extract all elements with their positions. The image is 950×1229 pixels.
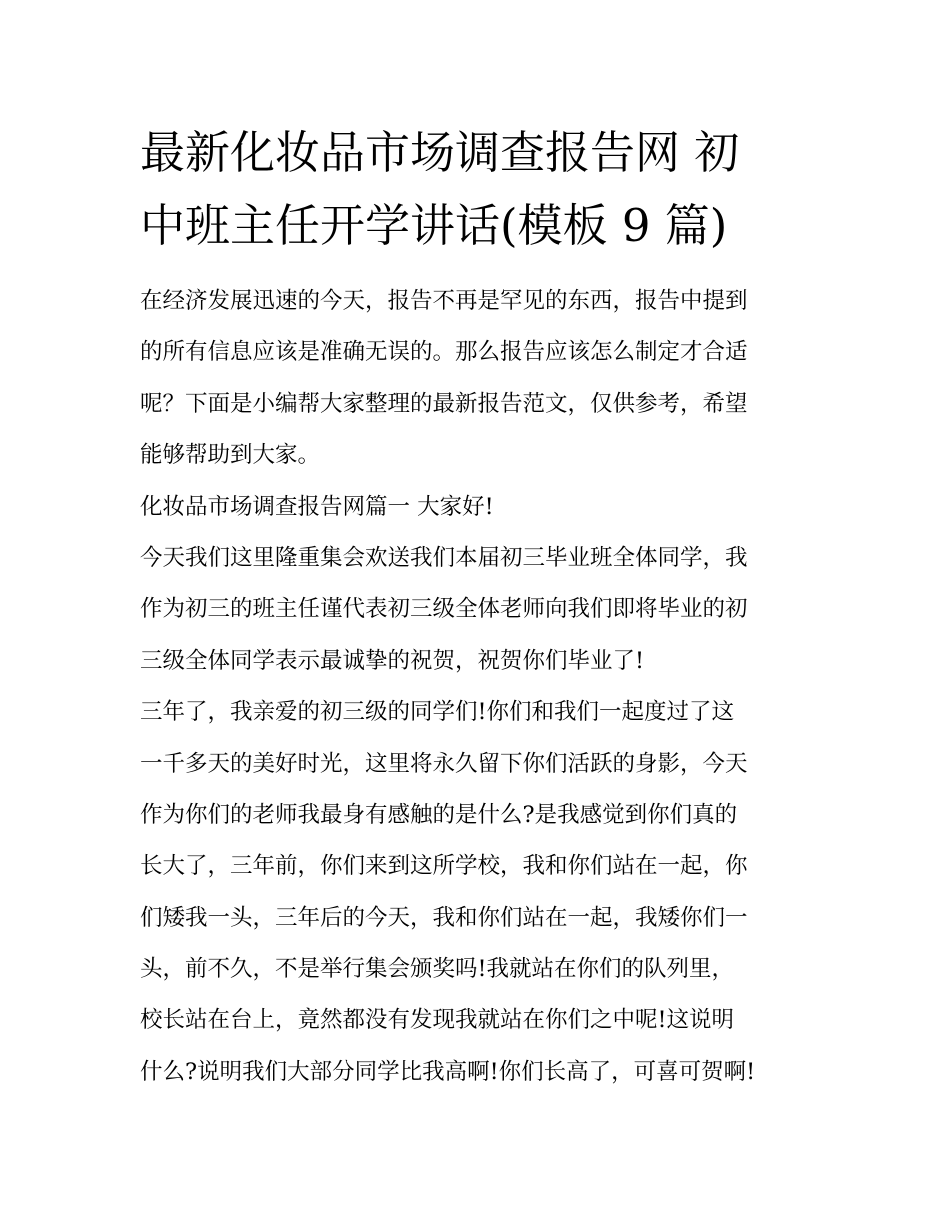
paragraph-line: 什么?说明我们大部分同学比我高啊!你们长高了，可喜可贺啊! — [140, 1058, 756, 1085]
paragraph-line: 三年了，我亲爱的初三级的同学们!你们和我们一起度过了这 — [140, 699, 735, 726]
intro-line-2: 的所有信息应该是准确无误的。那么报告应该怎么制定才合适 — [140, 339, 748, 366]
paragraph-line: 们矮我一头，三年后的今天，我和你们站在一起，我矮你们一 — [140, 904, 748, 931]
paragraph-line: 今天我们这里隆重集会欢送我们本届初三毕业班全体同学，我 — [140, 544, 748, 571]
document-body — [140, 276, 812, 1098]
intro-line-1: 在经济发展迅速的今天，报告不再是罕见的东西，报告中提到 — [140, 288, 748, 314]
paragraph-line: 校长站在台上，竟然都没有发现我就站在你们之中呢!这说明 — [140, 1007, 735, 1034]
paragraph-line: 三级全体同学表示最诚挚的祝贺，祝贺你们毕业了! — [140, 647, 645, 674]
title-line-2: 中班主任开学讲话(模板 9 篇) — [140, 199, 728, 252]
paragraph-line: 一千多天的美好时光，这里将永久留下你们活跃的身影，今天 — [140, 750, 748, 777]
paragraph-line: 作为你们的老师我最身有感触的是什么?是我感觉到你们真的 — [140, 801, 738, 828]
section-heading-line: 化妆品市场调查报告网篇一 大家好! — [140, 493, 494, 520]
intro-line-3: 呢？下面是小编帮大家整理的最新报告范文，仅供参考，希望 — [140, 390, 748, 417]
paragraph-line: 作为初三的班主任谨代表初三级全体老师向我们即将毕业的初 — [140, 596, 748, 623]
paragraph-line: 头，前不久，不是举行集会颁奖吗!我就站在你们的队列里， — [140, 956, 735, 983]
title-line-1: 最新化妆品市场调查报告网 初 — [140, 126, 740, 179]
paragraph-line: 长大了，三年前，你们来到这所学校，我和你们站在一起，你 — [140, 853, 748, 880]
intro-line-4: 能够帮助到大家。 — [140, 442, 321, 469]
document-title — [140, 116, 820, 262]
